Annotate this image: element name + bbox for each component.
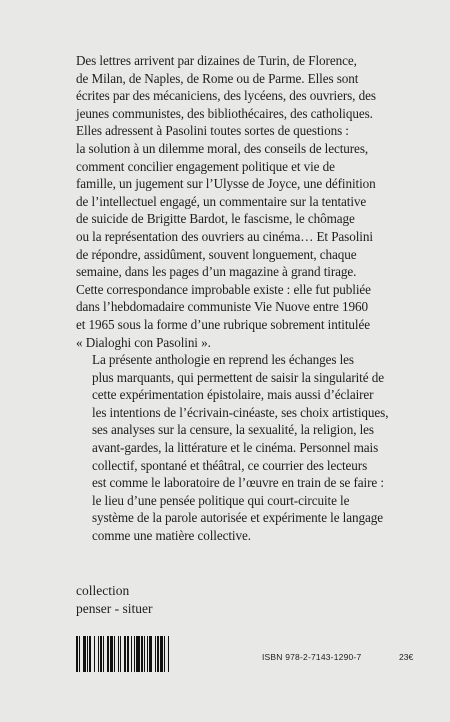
blurb-line: Elles adressent à Pasolini toutes sortes de questions :	[76, 123, 349, 139]
blurb-line: ou la représentation des ouvriers au cinéma… Et Pasolini	[76, 228, 373, 244]
blurb-line: de suicide de Brigitte Bardot, le fascisme, le chômage	[76, 211, 355, 227]
blurb-line: de répondre, assidûment, souvent longuement, chaque	[76, 246, 357, 262]
blurb-line: et 1965 sous la forme d’une rubrique sobrement intitulée	[76, 316, 370, 332]
blurb-line: Cette correspondance improbable existe : elle fut publiée	[76, 281, 371, 297]
blurb-line: La présente anthologie en reprend les échanges les	[92, 352, 354, 368]
blurb-line: jeunes communistes, des bibliothécaires, des catholiques.	[76, 105, 373, 121]
price: 23€	[399, 652, 414, 662]
blurb-line: écrites par des mécaniciens, des lycéens, des ouvriers, des	[76, 88, 376, 104]
blurb-line: plus marquants, qui permettent de saisir la singularité de	[92, 369, 384, 385]
collection-series: penser - situer	[76, 601, 153, 616]
blurb-line: de l’intellectuel engagé, un commentaire sur la tentative	[76, 193, 367, 209]
blurb-paragraph-1	[76, 52, 416, 351]
blurb-line: comment concilier engagement politique et vie de	[76, 158, 335, 174]
blurb-line: semaine, dans les pages d’un magazine à grand tirage.	[76, 264, 357, 280]
blurb-text	[76, 52, 416, 545]
blurb-line: système de la parole autorisée et expérimente le langage	[92, 510, 383, 526]
isbn-number: ISBN 978-2-7143-1290-7	[262, 652, 362, 662]
blurb-line: famille, un jugement sur l’Ulysse de Joyce, une définition	[76, 176, 376, 192]
blurb-line: cette expérimentation épistolaire, mais aussi d’éclairer	[92, 387, 374, 403]
blurb-line: ses analyses sur la censure, la sexualité, la religion, les	[92, 422, 374, 438]
blurb-line: Des lettres arrivent par dizaines de Turin, de Florence,	[76, 53, 357, 68]
blurb-line: est comme le laboratoire de l’œuvre en train de se faire :	[92, 475, 384, 491]
blurb-line: « Dialoghi con Pasolini ».	[76, 334, 211, 350]
blurb-line: avant-gardes, la littérature et le cinéma. Personnel mais	[92, 440, 379, 456]
blurb-paragraph-2	[76, 351, 416, 545]
blurb-line: la solution à un dilemme moral, des conseils de lectures,	[76, 140, 369, 156]
blurb-line: collectif, spontané et théâtral, ce courrier des lecteurs	[92, 457, 368, 473]
barcode	[76, 636, 236, 672]
collection-name	[76, 582, 152, 618]
blurb-line: dans l’hebdomadaire communiste Vie Nuove entre 1960	[76, 299, 368, 315]
blurb-line: les intentions de l’écrivain-cinéaste, ses choix artistiques,	[92, 404, 389, 420]
blurb-line: comme une matière collective.	[92, 528, 251, 544]
blurb-line: le lieu d’une pensée politique qui court-circuite le	[92, 492, 350, 508]
blurb-line: de Milan, de Naples, de Rome ou de Parme. Elles sont	[76, 70, 359, 86]
collection-label: collection	[76, 583, 130, 598]
